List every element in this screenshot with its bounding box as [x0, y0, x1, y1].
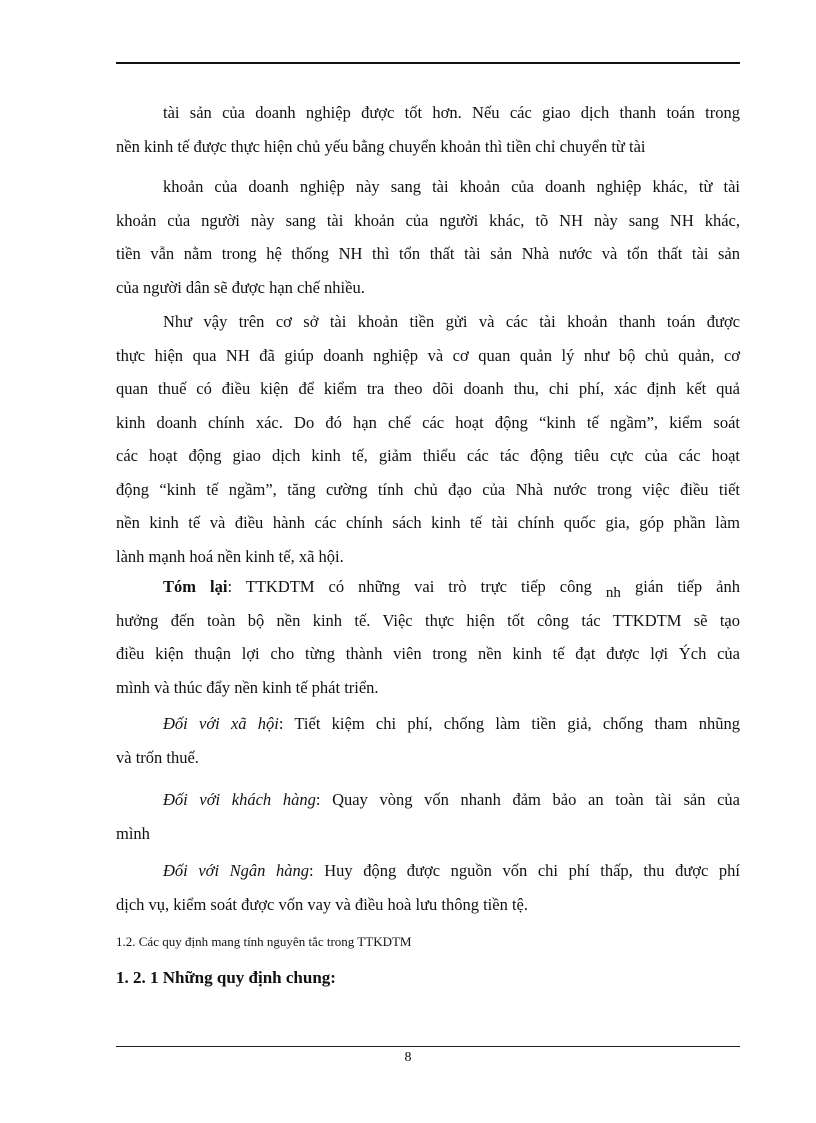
- text-fragment: : Tiết kiệm chi phí, chống làm tiền giả, chống tham nhũng: [278, 714, 740, 733]
- text-line: dịch vụ, kiểm soát được vốn vay và điều hoà lưu thông tiền tệ.: [116, 894, 528, 914]
- text-line: [116, 707, 740, 741]
- text-fragment: gián tiếp ảnh: [634, 577, 740, 596]
- text-line: [116, 783, 740, 817]
- text-line: tài sản của doanh nghiệp được tốt hơn. Nếu các giao dịch thanh toán trong: [163, 103, 740, 122]
- paragraph-2: [116, 170, 740, 304]
- text-line: khoản của doanh nghiệp này sang tài khoản của doanh nghiệp khác, từ tài: [163, 177, 740, 196]
- subscript-fragment: nh: [605, 585, 621, 601]
- text-line: Như vậy trên cơ sở tài khoản tiền gửi và các tài khoản thanh toán được: [163, 312, 740, 331]
- text-fragment: : TTKDTM có những vai trò trực tiếp công: [227, 577, 592, 596]
- italic-label: Đối với khách hàng: [163, 790, 316, 809]
- text-fragment: : Quay vòng vốn nhanh đảm bảo an toàn tài sản của: [315, 790, 740, 809]
- text-line: nền kinh tế được thực hiện chủ yếu bằng chuyển khoản thì tiền chỉ chuyển từ tài: [116, 136, 646, 156]
- paragraph-3: [116, 305, 740, 573]
- paragraph-customers: [116, 783, 740, 850]
- italic-label: Đối với xã hội: [163, 714, 279, 733]
- conclusion-label: Tóm lại: [163, 577, 228, 596]
- text-line: thực hiện qua NH đã giúp doanh nghiệp và cơ quan quản lý như bộ chủ quản, cơ: [116, 345, 740, 365]
- text-line: của người dân sẽ được hạn chế nhiều.: [116, 277, 365, 297]
- text-line: mình: [116, 823, 150, 843]
- text-line: mình và thúc đẩy nền kinh tế phát triển.: [116, 677, 379, 697]
- text-line: [116, 854, 740, 888]
- text-line: khoản của người này sang tài khoản của người khác, tõ NH này sang NH khác,: [116, 210, 740, 230]
- paragraph-1: [116, 96, 740, 163]
- text-line: và trốn thuế.: [116, 747, 199, 767]
- text-line: [116, 570, 740, 604]
- header-rule: [116, 62, 740, 64]
- text-line: nền kinh tế và điều hành các chính sách kinh tế tài chính quốc gia, góp phần làm: [116, 513, 740, 532]
- paragraph-conclusion: [116, 570, 740, 704]
- paragraph-bank: [116, 854, 740, 921]
- italic-label: Đối với Ngân hàng: [163, 861, 310, 880]
- text-line: kinh doanh chính xác. Do đó hạn chế các hoạt động “kinh tế ngầm”, kiểm soát: [116, 412, 740, 432]
- text-line: quan thuế có điều kiện để kiểm tra theo dõi doanh thu, chi phí, xác định kết quả: [116, 379, 740, 398]
- section-heading: 1.2. Các quy định mang tính nguyên tắc trong TTKDTM: [116, 934, 412, 949]
- text-line: điều kiện thuận lợi cho từng thành viên trong nền kinh tế đạt được lợi Ých của: [116, 644, 740, 663]
- text-line: động “kinh tế ngầm”, tăng cường tính chủ đạo của Nhà nước trong việc điều tiết: [116, 479, 740, 499]
- text-line: lành mạnh hoá nền kinh tế, xã hội.: [116, 546, 344, 566]
- text-line: tiền vẫn nằm trong hệ thống NH thì tổn thất tài sản Nhà nước và tổn thất tài sản: [116, 244, 740, 263]
- subsection-heading: 1. 2. 1 Những quy định chung:: [116, 968, 336, 987]
- footer-rule: [116, 1046, 740, 1047]
- text-fragment: : Huy động được nguồn vốn chi phí thấp, thu được phí: [309, 861, 740, 880]
- page-number: 8: [404, 1050, 412, 1065]
- text-line: các hoạt động giao dịch kinh tế, giảm thiểu các tác động tiêu cực của các hoạt: [116, 446, 740, 465]
- paragraph-society: [116, 707, 740, 774]
- text-line: hưởng đến toàn bộ nền kinh tế. Việc thực hiện tốt công tác TTKDTM sẽ tạo: [116, 610, 740, 630]
